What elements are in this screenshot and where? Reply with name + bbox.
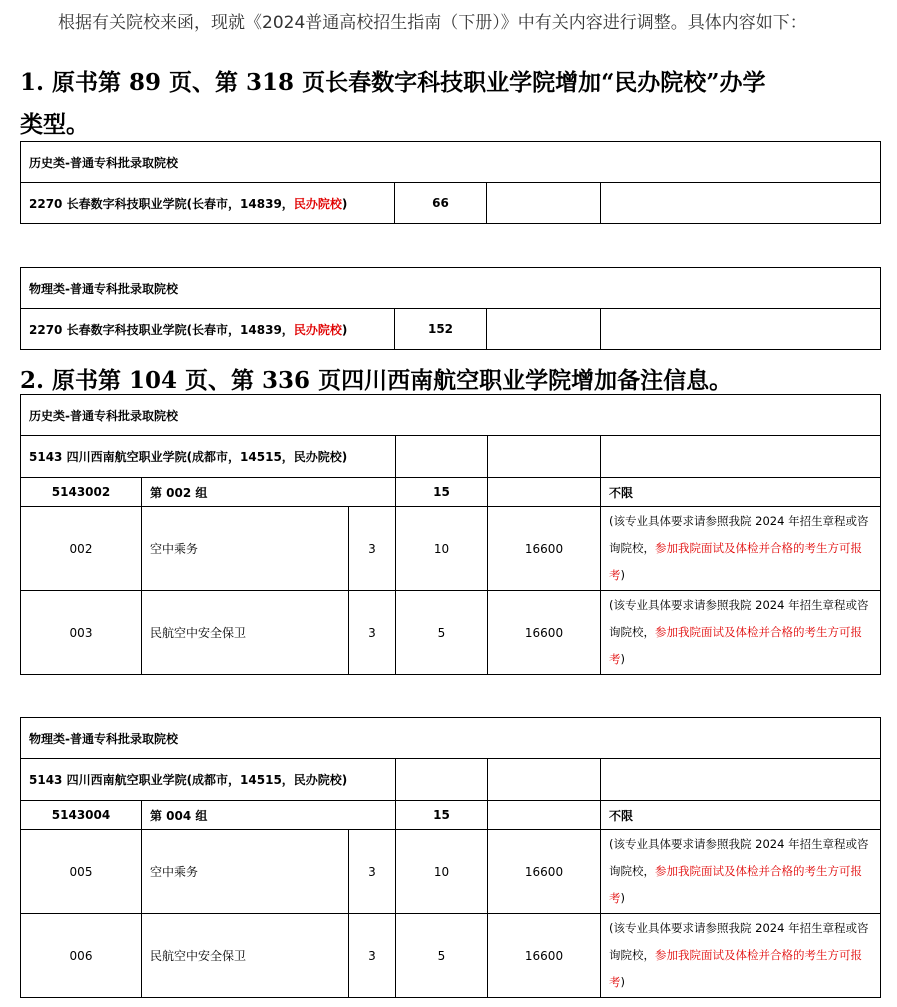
- major-years: 3: [349, 507, 396, 591]
- group-plan: 15: [396, 801, 488, 830]
- empty-cell: [396, 436, 488, 478]
- group-code: 5143002: [21, 478, 142, 507]
- group-name: 第 002 组: [142, 478, 396, 507]
- table-row: [21, 436, 881, 478]
- table-row: [21, 309, 881, 350]
- school-cell: 5143 四川西南航空职业学院(成都市，14515，民办院校): [21, 759, 396, 801]
- group-requirement: 不限: [601, 478, 881, 507]
- table-row: [21, 718, 881, 759]
- plan-cell: 66: [395, 183, 487, 224]
- category-label: 历史类-普通专科批录取院校: [21, 142, 881, 183]
- section2-title: 2. 原书第 104 页、第 336 页四川西南航空职业学院增加备注信息。: [20, 367, 733, 394]
- table-row: [21, 591, 881, 675]
- school-name: 2270 长春数字科技职业学院(长春市，14839，: [29, 322, 294, 337]
- table-row: [21, 830, 881, 914]
- major-name: 空中乘务: [142, 507, 349, 591]
- group-code: 5143004: [21, 801, 142, 830]
- school-cell: [21, 309, 395, 350]
- group-name: 第 004 组: [142, 801, 396, 830]
- empty-cell: [601, 436, 881, 478]
- school-type: 民办院校: [293, 196, 342, 211]
- major-name: 空中乘务: [142, 830, 349, 914]
- school-close: ): [341, 322, 348, 337]
- major-fee: 16600: [488, 507, 601, 591]
- major-years: 3: [349, 830, 396, 914]
- school-cell: [21, 183, 395, 224]
- table-row: [21, 183, 881, 224]
- major-fee: 16600: [488, 591, 601, 675]
- table-changchun-history: [20, 141, 881, 224]
- empty-cell: [601, 759, 881, 801]
- intro-paragraph: 根据有关院校来函，现就《2024普通高校招生指南（下册）》中有关内容进行调整。具体内容如下：: [58, 13, 807, 33]
- major-note: (该专业具体要求请参照我院 2024 年招生章程或咨询院校，参加我院面试及体检并合格的考生方可报考): [601, 830, 881, 914]
- school-name: 2270 长春数字科技职业学院(长春市，14839，: [29, 196, 294, 211]
- empty-cell: [488, 759, 601, 801]
- plan-cell: 152: [395, 309, 487, 350]
- major-note: (该专业具体要求请参照我院 2024 年招生章程或咨询院校，参加我院面试及体检并合格的考生方可报考): [601, 914, 881, 998]
- table-sichuan-physics: [20, 717, 881, 998]
- table-row: [21, 142, 881, 183]
- table-row: [21, 914, 881, 998]
- table-row: [21, 268, 881, 309]
- major-name: 民航空中安全保卫: [142, 914, 349, 998]
- empty-cell: [601, 309, 881, 350]
- major-note: (该专业具体要求请参照我院 2024 年招生章程或咨询院校，参加我院面试及体检并合格的考生方可报考): [601, 507, 881, 591]
- major-note: (该专业具体要求请参照我院 2024 年招生章程或咨询院校，参加我院面试及体检并合格的考生方可报考): [601, 591, 881, 675]
- school-close: ): [341, 196, 348, 211]
- school-type: 民办院校: [293, 322, 342, 337]
- section1-title-line1: 1. 原书第 89 页、第 318 页长春数字科技职业学院增加“民办院校”办学: [20, 69, 766, 96]
- major-plan: 5: [396, 914, 488, 998]
- major-code: 005: [21, 830, 142, 914]
- major-fee: 16600: [488, 914, 601, 998]
- group-plan: 15: [396, 478, 488, 507]
- empty-cell: [488, 478, 601, 507]
- empty-cell: [487, 309, 601, 350]
- category-label: 历史类-普通专科批录取院校: [21, 395, 881, 436]
- group-requirement: 不限: [601, 801, 881, 830]
- empty-cell: [601, 183, 881, 224]
- major-years: 3: [349, 591, 396, 675]
- major-fee: 16600: [488, 830, 601, 914]
- major-plan: 5: [396, 591, 488, 675]
- empty-cell: [487, 183, 601, 224]
- school-cell: 5143 四川西南航空职业学院(成都市，14515，民办院校): [21, 436, 396, 478]
- table-row: [21, 507, 881, 591]
- major-name: 民航空中安全保卫: [142, 591, 349, 675]
- table-row: [21, 759, 881, 801]
- major-code: 006: [21, 914, 142, 998]
- table-row: [21, 478, 881, 507]
- major-years: 3: [349, 914, 396, 998]
- empty-cell: [488, 801, 601, 830]
- table-row: [21, 395, 881, 436]
- section1-title-line2: 类型。: [20, 111, 89, 138]
- major-code: 002: [21, 507, 142, 591]
- table-row: [21, 801, 881, 830]
- empty-cell: [488, 436, 601, 478]
- table-changchun-physics: [20, 267, 881, 350]
- category-label: 物理类-普通专科批录取院校: [21, 268, 881, 309]
- major-plan: 10: [396, 830, 488, 914]
- major-code: 003: [21, 591, 142, 675]
- empty-cell: [396, 759, 488, 801]
- table-sichuan-history: [20, 394, 881, 675]
- major-plan: 10: [396, 507, 488, 591]
- category-label: 物理类-普通专科批录取院校: [21, 718, 881, 759]
